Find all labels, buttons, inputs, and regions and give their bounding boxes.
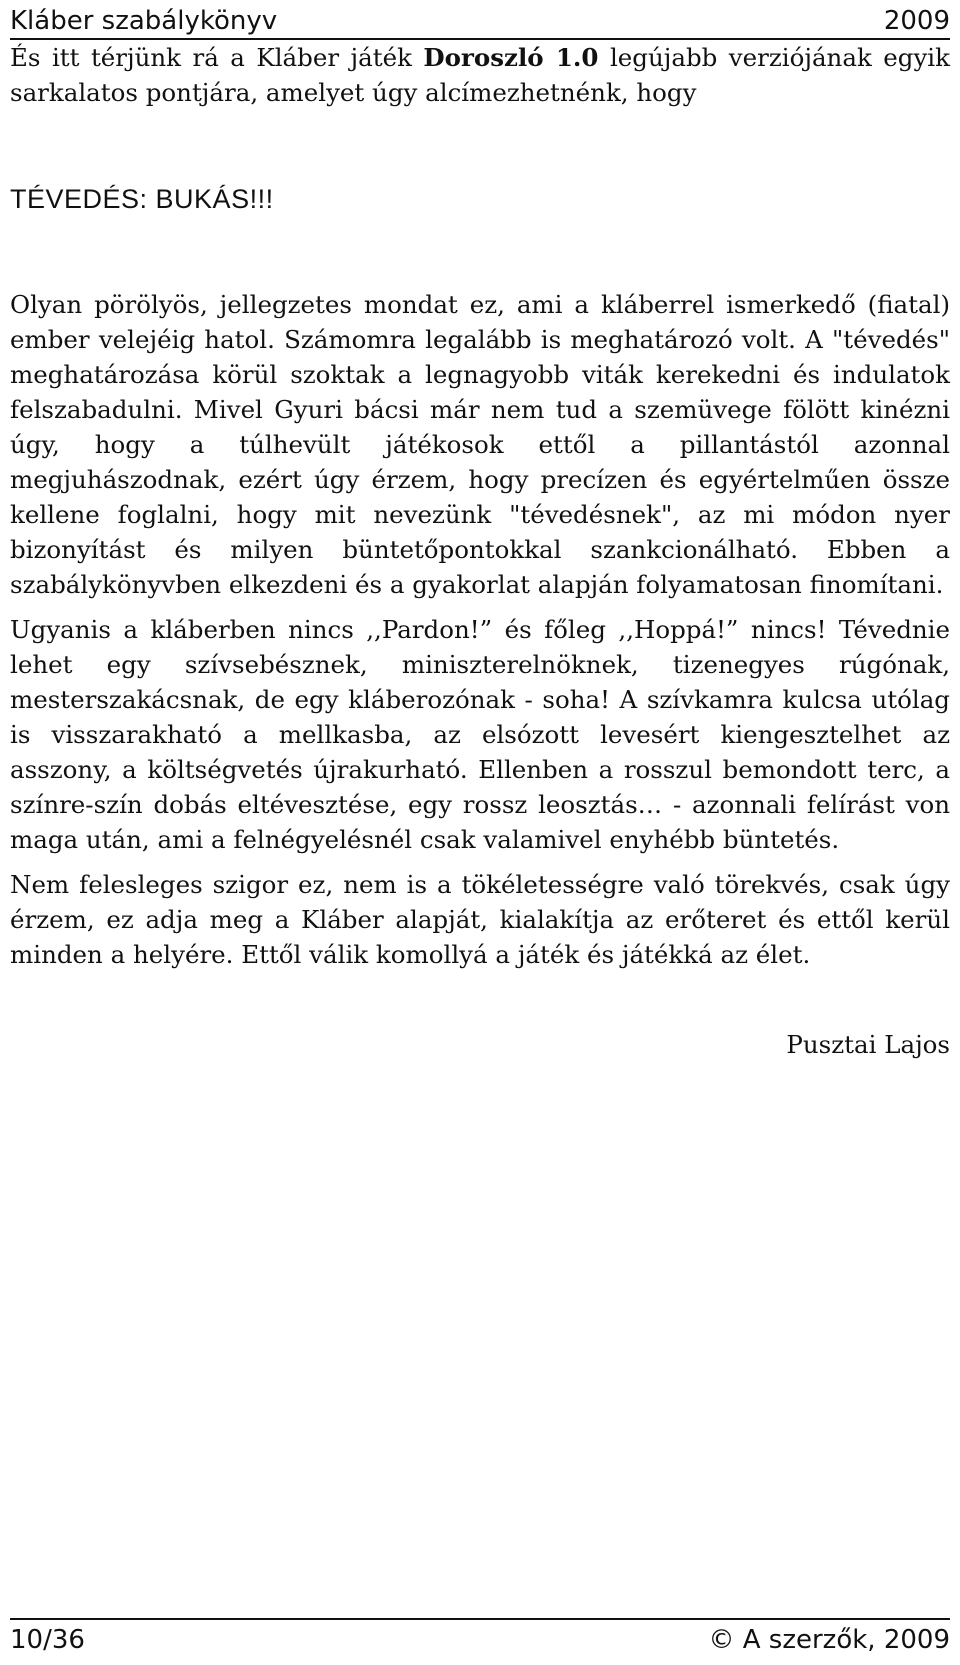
intro-text-end: legújabb verziójának egyik sarkalatos pontjára, amelyet úgy alcímezhetnénk, hogy xyxy=(10,43,950,107)
page-body xyxy=(10,40,950,1062)
section-heading: TÉVEDÉS: BUKÁS!!! xyxy=(10,184,274,214)
page-header xyxy=(10,0,950,40)
document-title: Kláber szabálykönyv xyxy=(10,6,278,36)
page-footer xyxy=(10,1618,950,1660)
header-year: 2009 xyxy=(883,6,950,36)
intro-version-name: Doroszló 1.0 xyxy=(423,43,599,72)
intro-text-start: És itt térjünk rá a Kláber játék xyxy=(10,43,424,72)
body-paragraph-1: Olyan pörölyös, jellegzetes mondat ez, ami a kláberrel ismerkedő (fiatal) ember velejéig hatol. Számomra legalább is meghatározó volt. A "tévedés" meghatározása körül szoktak a legnagyobb viták kerekedni és indulatok felszabadulni. Mivel Gyuri bácsi már nem tud a szemüvege fölött kinézni úgy, hogy a túlhevült játékosok ettől a pillantástól azonnal megjuhászodnak, ezért úgy érzem, hogy precízen és egyértelműen össze kellene foglalni, hogy mit nevezünk "tévedésnek", az mi módon nyer bizonyítást és milyen büntetőpontokkal szankcionálható. Ebben a szabálykönyvben elkezdeni és a gyakorlat alapján folyamatosan finomítani. xyxy=(10,290,950,599)
body-paragraph-2: Ugyanis a kláberben nincs ,,Pardon!” és főleg ,,Hoppá!” nincs! Tévednie lehet egy szívsebésznek, miniszterelnöknek, tizenegyes rúgónak, mesterszakácsnak, de egy kláberozónak - soha! A szívkamra kulcsa utólag is visszarakható a mellkasba, az elsózott levesért kiengesztelhet az asszony, a költségvetés újrakurható. Ellenben a rosszul bemondott terc, a színre-szín dobás eltévesztése, egy rossz leosztás… - azonnali felírást von maga után, ami a felnégyelésnél csak valamivel enyhébb büntetés. xyxy=(10,615,950,854)
intro-paragraph xyxy=(10,40,950,110)
body-paragraph-3: Nem felesleges szigor ez, nem is a tökéletességre való törekvés, csak úgy érzem, ez adja meg a Kláber alapját, kialakítja az erőteret és ettől kerül minden a helyére. Ettől válik komollyá a játék és játékká az élet. xyxy=(10,870,950,969)
page-number: 10/36 xyxy=(10,1625,85,1655)
copyright-notice: © A szerzők, 2009 xyxy=(708,1625,950,1655)
author-signature: Pusztai Lajos xyxy=(786,1030,950,1059)
